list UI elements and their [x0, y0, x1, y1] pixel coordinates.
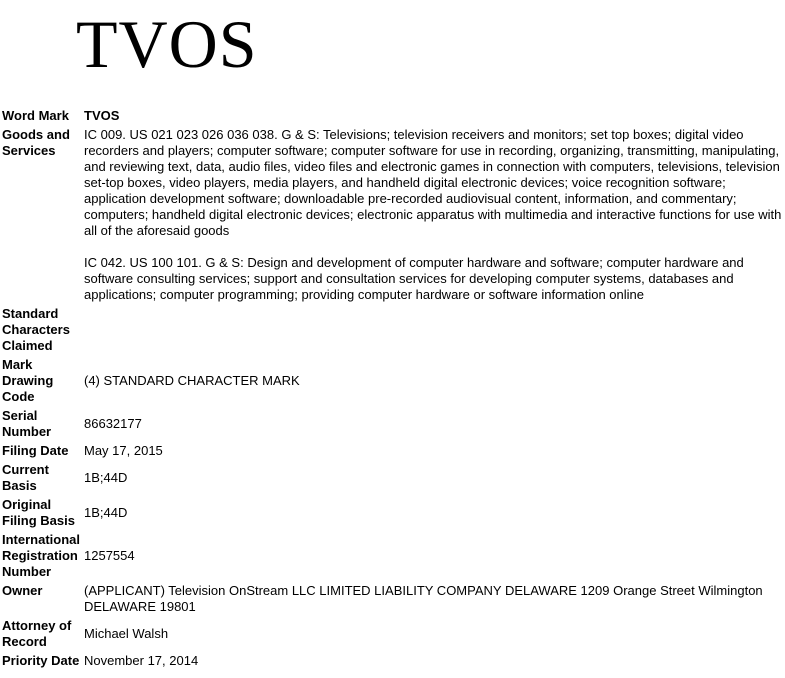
field-value: (APPLICANT) Television OnStream LLC LIMITED LIABILITY COMPANY DELAWARE 1209 Orange Street Wilmington DELAWARE 19801 [84, 583, 763, 614]
mark-title: TVOS [76, 6, 258, 82]
field-value: (4) STANDARD CHARACTER MARK [84, 373, 300, 388]
field-label: Original Filing Basis [2, 497, 75, 528]
field-label: Word Mark [2, 108, 69, 123]
field-value: 86632177 [84, 416, 142, 431]
field-row-filing-date [2, 443, 785, 459]
field-label: Priority Date [2, 653, 80, 668]
field-label: International Registration Number [2, 532, 81, 579]
goods-services-class-042: IC 042. US 100 101. G & S: Design and development of computer hardware and software; computer hardware and software consulting services; support and consultation services for developing computer systems, databases and applications; computer programming; providing computer hardware or software information online [84, 255, 744, 302]
field-label: Attorney of Record [2, 618, 72, 649]
field-row-attorney-of-record [2, 618, 785, 650]
field-value [84, 322, 785, 338]
field-row-word-mark [2, 108, 785, 124]
field-value [84, 127, 785, 303]
field-value: November 17, 2014 [84, 653, 199, 668]
field-value: Michael Walsh [84, 626, 169, 641]
field-label: Filing Date [2, 443, 69, 458]
goods-services-class-009: IC 009. US 021 023 026 036 038. G & S: Televisions; television receivers and monitors; set top boxes; digital video recorders and players; computer software; computer software for use in recording, organizing, transmitting, manipulating, and reviewing text, data, audio files, video files and electronic games in connection with computers, televisions, television set-top boxes, video players, media players, and handheld digital electronic devices; voice recognition software; application development software; downloadable pre-recorded audiovisual content, information, and commentary; computers; handheld digital electronic devices; electronic apparatus with multimedia and interactive functions for use with all of the aforesaid goods [84, 127, 782, 238]
field-label: Standard Characters Claimed [2, 306, 70, 353]
field-value: May 17, 2015 [84, 443, 163, 458]
field-label: Owner [2, 583, 43, 598]
field-value: 1257554 [84, 548, 135, 563]
field-row-owner [2, 583, 785, 615]
field-label: Serial Number [2, 408, 52, 439]
field-row-mark-drawing-code [2, 357, 785, 405]
field-row-serial-number [2, 408, 785, 440]
field-row-current-basis [2, 462, 785, 494]
field-row-priority-date [2, 653, 785, 669]
field-value: TVOS [84, 108, 120, 123]
field-row-original-filing-basis [2, 497, 785, 529]
field-label: Goods and Services [2, 127, 70, 158]
field-value: 1B;44D [84, 470, 128, 485]
field-table [2, 108, 785, 669]
field-value: 1B;44D [84, 505, 128, 520]
field-row-standard-characters-claimed [2, 306, 785, 354]
field-label: Mark Drawing Code [2, 357, 54, 404]
field-row-international-registration-number [2, 532, 785, 580]
field-label: Current Basis [2, 462, 49, 493]
field-row-goods-and-services [2, 127, 785, 303]
